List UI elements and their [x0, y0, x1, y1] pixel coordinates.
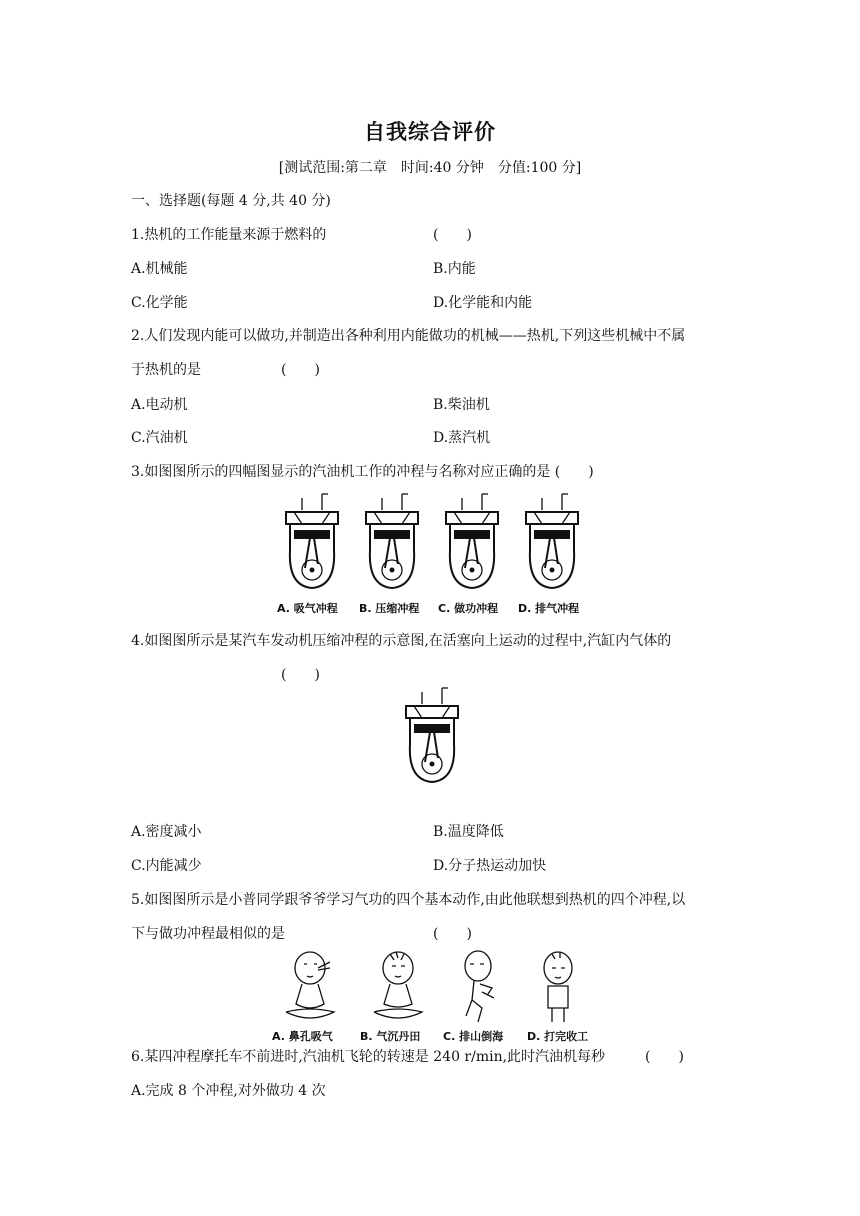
- q1-option-d[interactable]: D.化学能和内能: [433, 295, 533, 311]
- q1-option-a[interactable]: A.机械能: [131, 261, 188, 277]
- q2-stem-line1: 2.人们发现内能可以做功,并制造出各种利用内能做功的机械——热机,下列这些机械中不属: [131, 328, 686, 344]
- q4-option-a[interactable]: A.密度减小: [131, 824, 202, 840]
- q2-answer-paren: ( ): [281, 362, 320, 378]
- engine-diagram-c: [446, 494, 498, 588]
- engine-diagram-b: [366, 494, 418, 588]
- q1-answer-paren: ( ): [433, 227, 472, 243]
- page-title: 自我综合评价: [364, 120, 496, 144]
- engine-strokes-figure: [278, 492, 588, 596]
- q4-stem: 4.如图图所示是某汽车发动机压缩冲程的示意图,在活塞向上运动的过程中,汽缸内气体的: [131, 633, 672, 649]
- q6-answer-paren: ( ): [645, 1049, 684, 1065]
- engine-diagram-a: [286, 494, 338, 588]
- q2-option-d[interactable]: D.蒸汽机: [433, 430, 491, 446]
- qigong-figure-d: [544, 952, 572, 1022]
- q1-stem: 1.热机的工作能量来源于燃料的: [131, 227, 327, 243]
- q3-stem: 3.如图图所示的四幅图显示的汽油机工作的冲程与名称对应正确的是 ( ): [131, 464, 594, 480]
- q3-caption-c: C. 做功冲程: [438, 602, 499, 615]
- engine-diagram-d: [526, 494, 578, 588]
- q5-caption-c: C. 排山倒海: [443, 1030, 504, 1043]
- q6-stem: 6.某四冲程摩托车不前进时,汽油机飞轮的转速是 240 r/min,此时汽油机每秒: [131, 1049, 606, 1065]
- q5-caption-b: B. 气沉丹田: [360, 1030, 421, 1043]
- q5-caption-d: D. 打完收工: [527, 1030, 589, 1043]
- q5-answer-paren: ( ): [433, 926, 472, 942]
- q5-stem-line1: 5.如图图所示是小普同学跟爷爷学习气功的四个基本动作,由此他联想到热机的四个冲程,以: [131, 892, 686, 908]
- qigong-figures: [278, 946, 594, 1024]
- q3-caption-a: A. 吸气冲程: [277, 602, 338, 615]
- q3-caption-d: D. 排气冲程: [518, 602, 580, 615]
- q1-option-c[interactable]: C.化学能: [131, 295, 188, 311]
- qigong-figure-c: [465, 951, 494, 1022]
- q5-stem-line2: 下与做功冲程最相似的是: [131, 926, 285, 942]
- q2-option-b[interactable]: B.柴油机: [433, 397, 490, 413]
- q2-option-a[interactable]: A.电动机: [131, 397, 188, 413]
- q4-option-c[interactable]: C.内能减少: [131, 858, 202, 874]
- test-meta: [测试范围:第二章 时间:40 分钟 分值:100 分]: [278, 160, 582, 176]
- qigong-figure-b: [374, 952, 422, 1018]
- q2-option-c[interactable]: C.汽油机: [131, 430, 188, 446]
- q2-stem-line2: 于热机的是: [131, 362, 201, 378]
- q1-option-b[interactable]: B.内能: [433, 261, 476, 277]
- q4-option-b[interactable]: B.温度降低: [433, 824, 504, 840]
- section-heading: 一、选择题(每题 4 分,共 40 分): [131, 193, 331, 209]
- q5-caption-a: A. 鼻孔吸气: [272, 1030, 333, 1043]
- compression-stroke-figure: [400, 686, 464, 786]
- q4-answer-paren: ( ): [281, 667, 320, 683]
- q6-option-a[interactable]: A.完成 8 个冲程,对外做功 4 次: [131, 1083, 326, 1099]
- q4-option-d[interactable]: D.分子热运动加快: [433, 858, 547, 874]
- q3-caption-b: B. 压缩冲程: [359, 602, 420, 615]
- qigong-figure-a: [286, 952, 334, 1018]
